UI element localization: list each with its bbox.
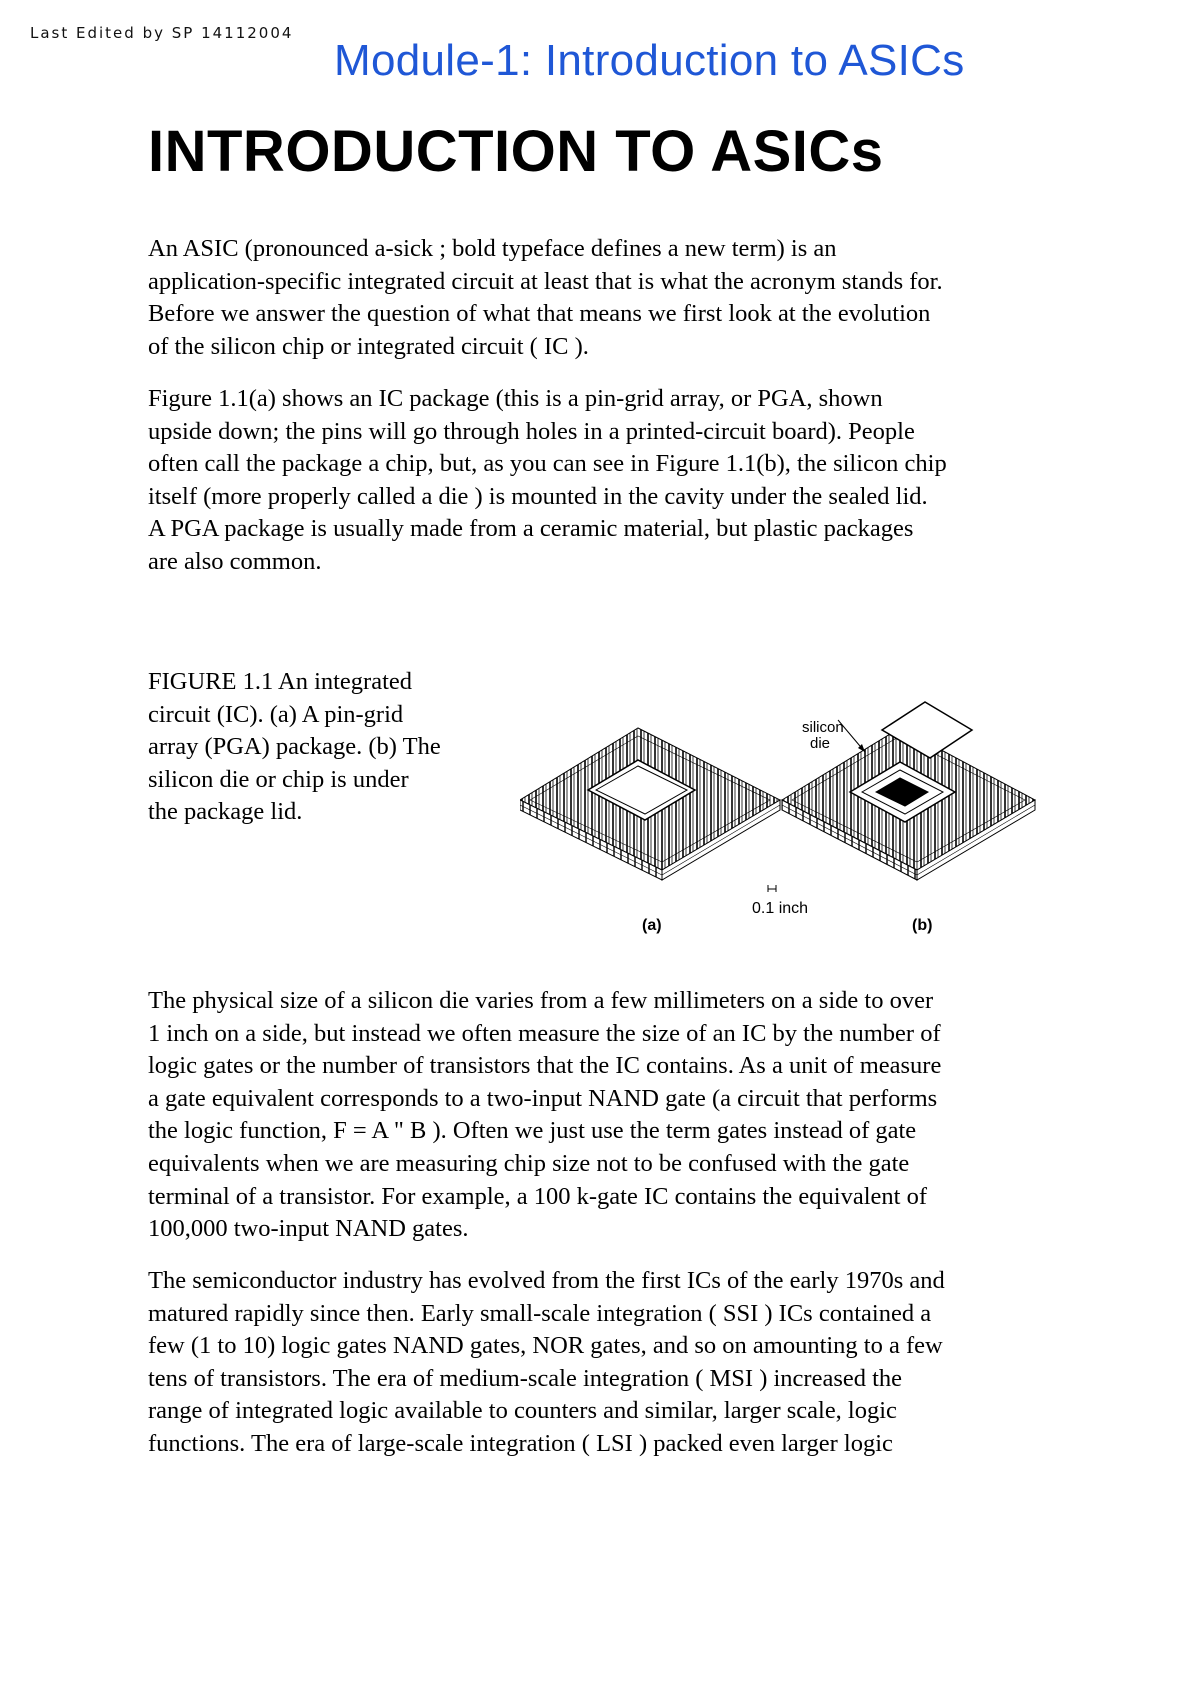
text-line: a gate equivalent corresponds to a two-input NAND gate (a circuit that performs (148, 1084, 938, 1112)
paragraph-ic-package (148, 383, 1088, 579)
paragraph-die-size (148, 985, 1088, 1246)
text-line: few (1 to 10) logic gates NAND gates, NOR gates, and so on amounting to a few (148, 1332, 943, 1360)
caption-line: silicon die or chip is under (148, 765, 409, 793)
text-line: Figure 1.1(a) shows an IC package (this is a pin-grid array, or PGA, shown (148, 385, 883, 412)
paragraph-intro (148, 233, 1088, 363)
text-line: application-specific integrated circuit at least that is what the acronym stands for. (148, 267, 943, 295)
edited-note: Last Edited by SP 14112004 (30, 24, 294, 42)
pga-package-a (520, 728, 780, 880)
scale-bar (768, 885, 776, 892)
text-line: A PGA package is usually made from a ceramic material, but plastic packages (148, 515, 914, 543)
figure-label-b: (b) (912, 917, 933, 934)
text-line: The physical size of a silicon die varies from a few millimeters on a side to over (148, 987, 934, 1014)
text-line: matured rapidly since then. Early small-scale integration ( SSI ) ICs contained a (148, 1299, 932, 1327)
scale-label: 0.1 inch (752, 900, 809, 917)
module-title: Module-1: Introduction to ASICs (334, 36, 965, 85)
text-line: upside down; the pins will go through holes in a printed-circuit board). People (148, 417, 915, 445)
text-line: itself (more properly called a die ) is mounted in the cavity under the sealed lid. (148, 482, 928, 510)
text-line: functions. The era of large-scale integration ( LSI ) packed even larger logic (148, 1429, 893, 1457)
text-line: 1 inch on a side, but instead we often measure the size of an IC by the number of (148, 1019, 941, 1047)
text-line: of the silicon chip or integrated circuit ( IC ). (148, 332, 589, 360)
text-line: the logic function, F = A " B ). Often we just use the term gates instead of gate (148, 1117, 917, 1145)
caption-line: circuit (IC). (a) A pin-grid (148, 700, 404, 728)
text-line: often call the package a chip, but, as you can see in Figure 1.1(b), the silicon chip (148, 450, 947, 478)
page-title: INTRODUCTION TO ASICs (148, 119, 884, 184)
text-line: tens of transistors. The era of medium-scale integration ( MSI ) increased the (148, 1364, 903, 1392)
text-line: 100,000 two-input NAND gates. (148, 1215, 469, 1243)
text-line: An ASIC (pronounced a-sick ; bold typeface defines a new term) is an (148, 235, 837, 262)
text-line: are also common. (148, 547, 322, 575)
caption-line: array (PGA) package. (b) The (148, 733, 441, 761)
caption-line: FIGURE 1.1 An integrated (148, 668, 413, 695)
text-line: terminal of a transistor. For example, a 100 k-gate IC contains the equivalent of (148, 1182, 928, 1210)
text-line: Before we answer the question of what that means we first look at the evolution (148, 300, 931, 328)
text-line: logic gates or the number of transistors that the IC contains. As a unit of measure (148, 1052, 942, 1080)
text-line: The semiconductor industry has evolved from the first ICs of the early 1970s and (148, 1267, 945, 1294)
figure-label-a: (a) (642, 917, 662, 934)
silicon-label: silicon (802, 719, 844, 736)
figure-caption (148, 666, 508, 829)
text-line: equivalents when we are measuring chip size not to be confused with the gate (148, 1149, 910, 1177)
pga-package-figure (520, 700, 1080, 945)
caption-line: the package lid. (148, 798, 303, 826)
die-label: die (810, 735, 831, 752)
paragraph-industry-evolution (148, 1265, 1088, 1461)
text-line: range of integrated logic available to counters and similar, larger scale, logic (148, 1397, 897, 1425)
